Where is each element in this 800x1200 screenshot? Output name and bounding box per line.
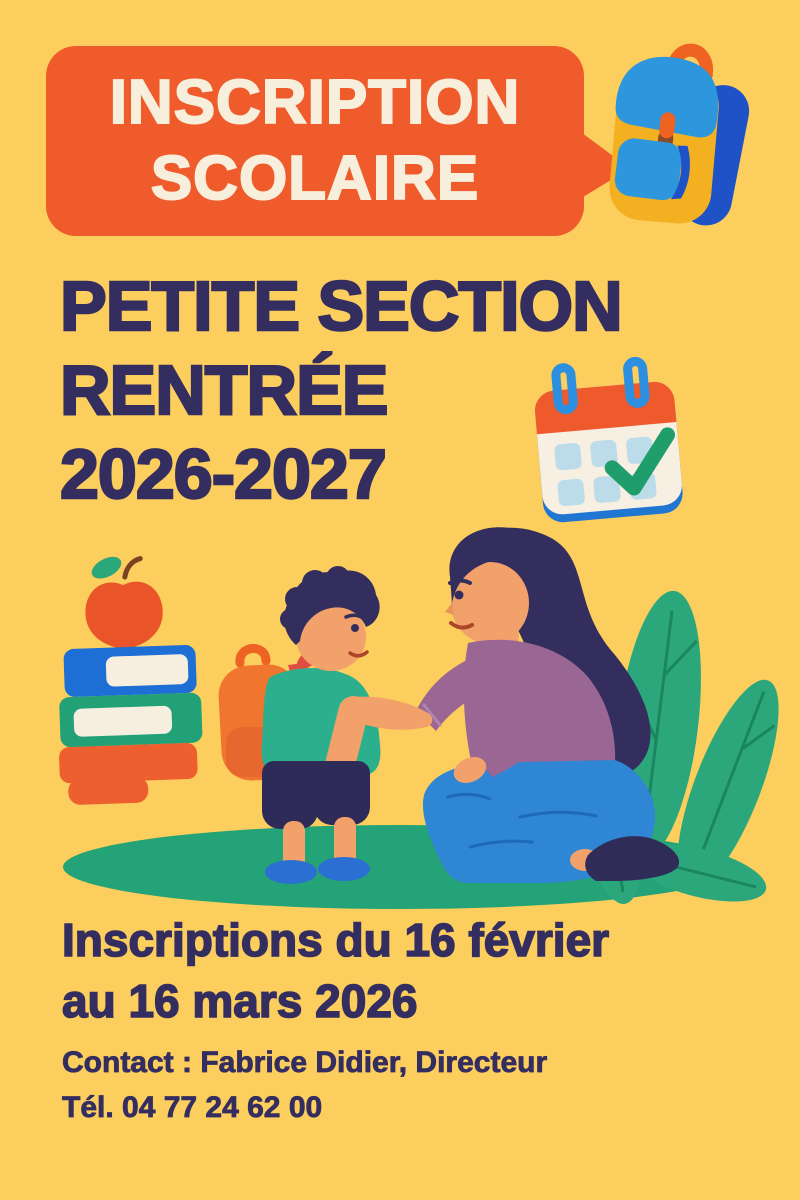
- dates-line-2: au 16 mars 2026: [62, 974, 418, 1027]
- title-line-1: PETITE SECTION: [60, 267, 622, 345]
- page-title: [60, 264, 622, 516]
- contact-phone: Tél. 04 77 24 62 00: [62, 1091, 323, 1124]
- teacher-figure: [345, 527, 679, 883]
- teacher-greeting-child-illustration: [0, 515, 800, 915]
- badge-line-1: INSCRIPTION: [109, 68, 521, 138]
- title-badge: [46, 46, 584, 236]
- title-line-3: 2026-2027: [60, 435, 386, 513]
- badge-line-2: SCOLAIRE: [150, 144, 480, 213]
- dates-line-1: Inscriptions du 16 février: [62, 914, 610, 966]
- child-figure: [217, 566, 380, 884]
- badge-speech-tail: [578, 130, 630, 200]
- registration-dates: [62, 910, 609, 1031]
- contact-name: Contact : Fabrice Didier, Directeur: [62, 1046, 548, 1079]
- title-line-2: RENTRÉE: [60, 351, 388, 429]
- ground-ellipse: [63, 825, 737, 909]
- backpack-icon: [593, 28, 768, 238]
- apple-on-books-icon: [52, 550, 205, 806]
- contact-block: [62, 1040, 547, 1130]
- plant-leaves-icon: [566, 586, 799, 913]
